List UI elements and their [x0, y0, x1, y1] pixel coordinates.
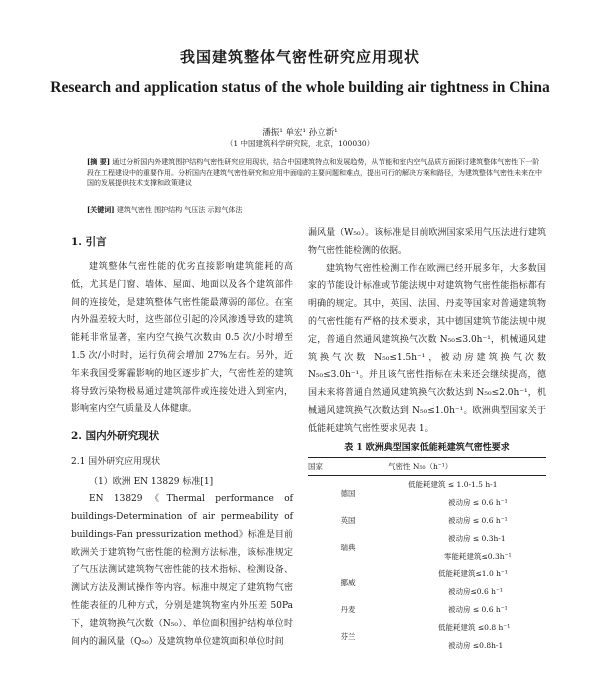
table-cell-country: 丹麦: [340, 604, 356, 614]
section-2-1-1-heading: （1）欧洲 EN 13829 标准[1]: [89, 477, 214, 488]
table-header-country: 国家: [308, 457, 388, 476]
table-row: [308, 565, 546, 583]
table-cell-country: 英国: [340, 515, 356, 525]
table-cell-requirement: 被动房 ≤ 0.6 h⁻¹: [448, 498, 508, 508]
abstract: [87, 157, 542, 189]
section-2-1-heading: 2.1 国外研究应用现状: [71, 457, 161, 468]
keywords-text: 建筑气密性 围护结构 气压法 示踪气体法: [116, 206, 243, 214]
table-cell-country: 德国: [340, 489, 356, 499]
right-column: [308, 225, 546, 654]
paper-title-cn: 我国建筑整体气密性研究应用现状: [179, 48, 420, 66]
table-cell-requirement: 低能耗建筑 ≤ 1.0-1.5 h-1: [408, 480, 498, 490]
table-cell-requirement: 低能耗建筑≤1.0 h⁻¹: [438, 569, 508, 579]
table-row: [308, 619, 546, 637]
affiliation: （1 中国建筑科学研究院，北京，100030）: [225, 139, 375, 148]
table-cell-requirement: 零能耗建筑≤0.3h⁻¹: [444, 551, 512, 561]
table-header-requirement: 气密性 N₅₀（h⁻¹）: [388, 457, 546, 476]
keywords-label: [关键词]: [87, 205, 115, 214]
paragraph-continued: 漏风量（W₅₀）。该标准是目前欧洲国家采用气压法进行建筑物气密性能检测的依据。: [308, 228, 546, 256]
authors: 潘振¹ 单宏¹ 孙立新¹: [262, 128, 338, 138]
abstract-label: [摘 要]: [87, 157, 111, 166]
table-cell-requirement: 被动房 ≤0.8h-1: [448, 640, 504, 650]
table-cell-requirement: 被动房 ≤ 0.6 h⁻¹: [448, 515, 508, 525]
paper-title-en: Research and application status of the whole building air tightness in China: [50, 79, 550, 96]
table-cell-requirement: 被动房 ≤ 0.3h-1: [448, 533, 506, 543]
table-cell-requirement: 被动房≤0.6 h⁻¹: [448, 587, 503, 597]
table-cell-requirement: 低能耗建筑 ≤0.8 h⁻¹: [438, 622, 511, 632]
abstract-text: 通过分析国内外建筑围护结构气密性研究应用现状，结合中国建筑特点和发展趋势，从节能和室内空气品质方面探讨建筑整体气密性下一阶段在工程建设中的重要作用。分析国内在建筑气密性研究和应用中面临的主要问题和难点，提出可行的解决方案和路径，为建筑整体气密性未来在中国的发展提供技术支撑和政策建议: [87, 158, 542, 187]
table-row: [308, 601, 546, 619]
section-2-heading: 2. 国内外研究现状: [71, 430, 160, 443]
table-title: 表 1 欧洲典型国家低能耗建筑气密性要求: [344, 442, 510, 453]
table-row: [308, 476, 546, 494]
section-2-1-1-paragraph: EN 13829《Thermal performance of buildings-Determination of air permeability of buildings-Fan pressurization method》标准是目前欧洲关于建筑物气密性能的检测方法标准，该标准规定了气压法测试建筑物气密性能的技术指标、检测设备、测试方法及测试操作等内容。标准中规定了建筑物气密性能表征的几种方式，分别是建筑物室内外压差 50Pa 下，建筑物换气次数（N₅₀）、单位面积围护结构单位时间内的漏风量（Q₅₀）及建筑物单位建筑面积单位时间: [71, 494, 293, 647]
section-1-heading: 1. 引言: [71, 236, 107, 248]
table-row: [308, 512, 546, 530]
section-1-paragraph: 建筑整体气密性能的优劣直接影响建筑能耗的高低，尤其是门窗、墙体、屋面、地面以及各个建筑部件间的连接处，是建筑整体气密性能最薄弱的部位。在室内外温差较大时，这些部位引起的冷风渗透导致的建筑能耗非常显著，室内空气换气次数由 0.5 次/小时增至 1.5 次/小时时，运行负荷会增加 27%左右。另外，近年来我国受雾霾影响的地区逐步扩大，气密性差的建筑将导致污染物极易通过建筑部件或连接处进入到室内，影响室内空气质量及人体健康。: [71, 262, 293, 415]
table-row: [308, 530, 546, 548]
paragraph-europe: 建筑物气密性检测工作在欧洲已经开展多年，大多数国家的节能设计标准或节能法规中对建筑物气密性能指标都有明确的规定。其中，英国、法国、丹麦等国家对普通建筑物的气密性能有严格的技术要求，其中德国建筑节能法规中规定，普通自然通风建筑换气次数 N₅₀≤3.0h⁻¹，机械通风建筑换气次数 N₅₀≤1.5h⁻¹，被动房建筑换气次数 N₅₀≤3.0h⁻¹。并且该气密性指标在未来还会继续提高，德国未来将普通自然通风建筑换气次数达到 N₅₀≤2.0h⁻¹，机械通风建筑换气次数达到 N₅₀≤1.0h⁻¹。欧洲典型国家关于低能耗建筑气密性要求见表 1。: [308, 263, 546, 434]
table-cell-country: 芬兰: [340, 631, 356, 641]
airtightness-table: [308, 457, 546, 655]
table-cell-country: 挪威: [340, 578, 356, 588]
table-cell-requirement: 被动房 ≤ 0.6 h⁻¹: [448, 604, 508, 614]
keywords: [87, 205, 542, 215]
table-cell-country: 瑞典: [340, 542, 356, 552]
left-column: [71, 225, 293, 651]
